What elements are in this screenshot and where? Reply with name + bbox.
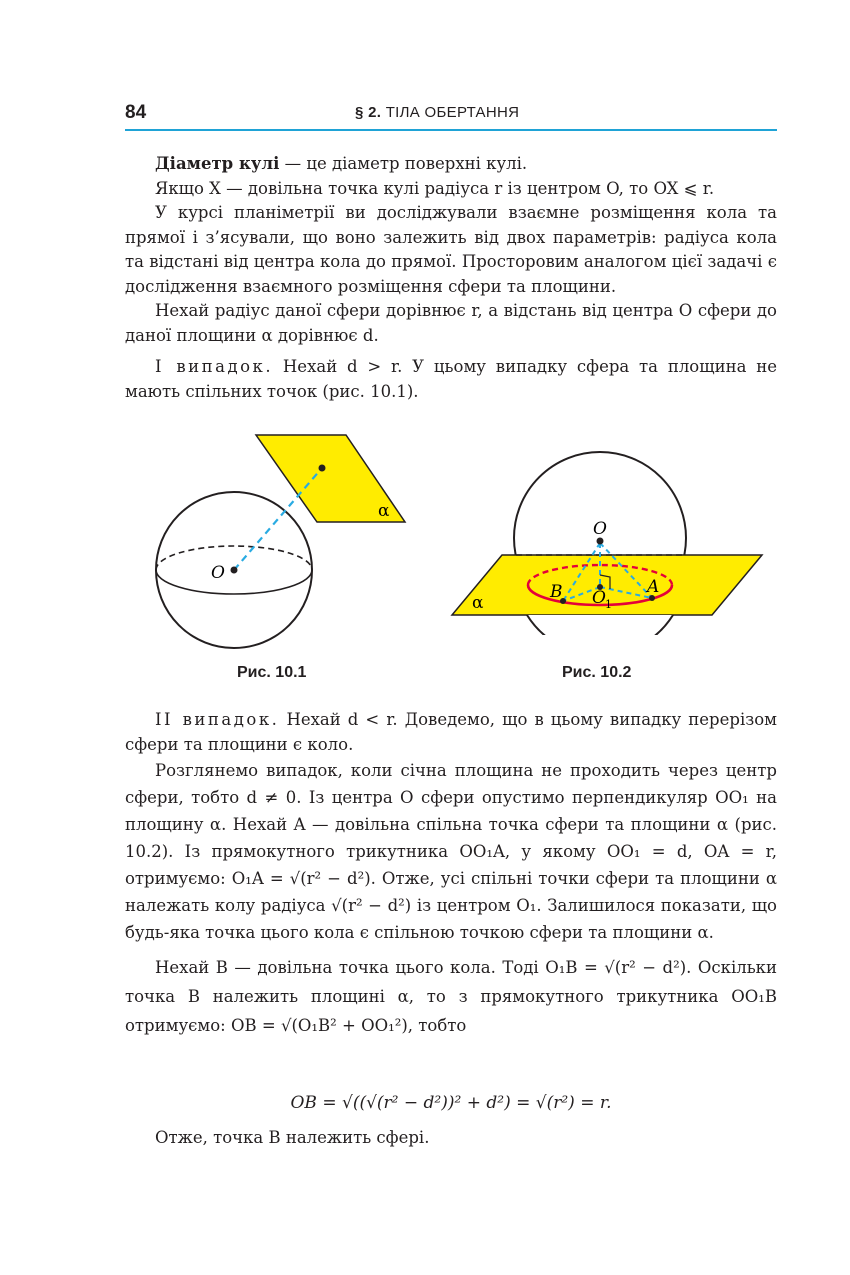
paragraph-point-B: Нехай B — довільна точка цього кола. Тоді O₁B = √(r² − d²). Оскільки точка B належить площині α, то з прямокутного трикутника OO₁B отримуємо: OB = √(O₁B² + OO₁²), тобто: [125, 958, 777, 1035]
label-A: A: [647, 577, 660, 597]
conclusion-block: [125, 1126, 777, 1151]
equator-front: [156, 570, 312, 594]
paragraph-case1: [125, 355, 777, 404]
label-alpha: α: [472, 593, 484, 613]
figure-10-1: [150, 430, 410, 660]
figure-10-2: [450, 435, 770, 635]
label-O1: O: [592, 588, 606, 608]
section-title: [355, 104, 519, 121]
plane-point: [319, 465, 326, 472]
definition-text: — це діаметр поверхні кулі.: [279, 154, 528, 173]
intro-text: [125, 152, 777, 404]
case2-text: Нехай d < r. Доведемо, що в цьому випадку перерізом сфери та площини є коло.: [125, 710, 777, 754]
distance-segment: [234, 468, 322, 570]
paragraph-conclusion: Отже, точка B належить сфері.: [155, 1128, 430, 1147]
label-O1-sub: 1: [605, 598, 612, 611]
paragraph-proof: Розглянемо випадок, коли січна площина не проходить через центр сфери, тобто d ≠ 0. Із центра O сфери опустимо перпендикуляр OO₁ на площину α. Нехай A — довільна спільна точка сфери та площини α (рис. 10.2). Із прямокутного трикутника OO₁A, у якому OO₁ = d, OA = r, отримуємо: O₁A = √(r² − d²). Отже, усі спільні точки сфери та площини α належать колу радіуса √(r² − d²) із центром O₁. Залишилося показати, що будь-яка точка цього кола є спільною точкою сфери та площини α.: [125, 761, 777, 942]
label-O: O: [593, 519, 607, 539]
page-header: [125, 100, 777, 130]
case1-text: Нехай d > r. У цьому випадку сфера та площина не мають спільних точок (рис. 10.1).: [125, 357, 777, 401]
label-B: B: [550, 582, 563, 602]
paragraph-case2: [125, 708, 777, 757]
header-rule: [125, 129, 777, 131]
sphere-below-plane: [527, 615, 673, 635]
paragraph-radius: Нехай радіус даної сфери дорівнює r, а відстань від центра O сфери до даної площини α дорівнює d.: [125, 301, 777, 345]
section-name: ТІЛА ОБЕРТАННЯ: [385, 104, 520, 121]
case2-label: ІІ випадок.: [155, 710, 280, 729]
figure-10-2-caption: Рис. 10.2: [562, 664, 632, 681]
label-O: O: [211, 563, 225, 583]
equator-back: [156, 546, 312, 570]
formula-OB: OB = √((√(r² − d²))² + d²) = √(r²) = r.: [290, 1093, 612, 1113]
figure-10-1-caption: Рис. 10.1: [237, 664, 307, 681]
term-bold: Діаметр кулі: [155, 154, 280, 173]
definition-paragraph: [125, 152, 777, 177]
center-point: [231, 567, 238, 574]
paragraph-point: Якщо X — довільна точка кулі радіуса r із центром O, то OX ⩽ r.: [155, 178, 715, 198]
section-number: § 2.: [355, 104, 382, 121]
case2-text-block: [125, 708, 777, 1040]
page-number: 84: [125, 102, 147, 123]
paragraph-planimetry: У курсі планіметрії ви досліджували взаємне розміщення кола та прямої і з’ясували, що воно залежить від двох параметрів: радіуса кола та відстані від центра кола до прямої. Просторовим аналогом цієї задачі є дослідження взаємного розміщення сфери та площини.: [125, 203, 777, 296]
case1-label: І випадок.: [155, 357, 274, 376]
label-alpha: α: [378, 501, 390, 521]
